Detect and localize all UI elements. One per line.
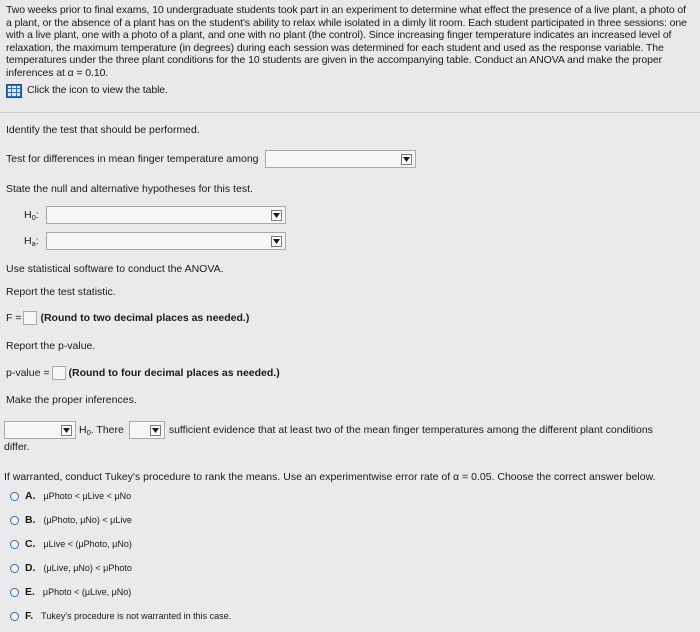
h0-colon: : — [35, 208, 39, 221]
dropdown-arrow-icon[interactable] — [271, 236, 282, 247]
f-hint: (Round to two decimal places as needed.) — [40, 312, 250, 324]
q6-prompt-row — [6, 394, 137, 406]
option-b[interactable] — [10, 514, 132, 526]
option-text: (μPhoto, μNo) < μLive — [43, 515, 132, 525]
ha-row — [24, 232, 286, 250]
inference-text: sufficient evidence that at least two of the mean finger temperatures among the different plant conditions — [168, 424, 653, 436]
option-text: μPhoto < (μLive, μNo) — [42, 587, 132, 597]
option-text: μLive < (μPhoto, μNo) — [43, 539, 132, 549]
q2-prompt: State the null and alternative hypotheses for this test. — [6, 183, 253, 195]
q7-prompt-row — [4, 471, 656, 483]
evidence-dropdown[interactable] — [129, 421, 165, 439]
q6-prompt: Make the proper inferences. — [6, 394, 137, 406]
q4-prompt: Report the test statistic. — [6, 286, 116, 298]
f-statistic-input[interactable] — [23, 311, 37, 325]
option-text: (μLive, μNo) < μPhoto — [43, 563, 132, 573]
dropdown-arrow-icon[interactable] — [401, 154, 412, 165]
option-letter: B. — [25, 514, 36, 526]
h0-row — [24, 206, 286, 224]
option-d[interactable] — [10, 562, 132, 574]
p-value-input[interactable] — [52, 366, 66, 380]
p-label: p-value = — [6, 367, 50, 379]
dropdown-arrow-icon[interactable] — [61, 425, 72, 436]
option-letter: D. — [25, 562, 36, 574]
inference-wrap: differ. — [4, 441, 30, 453]
h0-inference-label — [79, 424, 124, 437]
ha-sub: a — [31, 238, 36, 248]
radio-icon[interactable] — [10, 612, 19, 621]
option-text: μPhoto < μLive < μNo — [43, 491, 132, 501]
problem-statement — [0, 0, 700, 113]
ha-label — [24, 235, 42, 248]
view-table-label: Click the icon to view the table. — [27, 84, 168, 97]
q3-prompt: Use statistical software to conduct the ANOVA. — [6, 263, 224, 275]
inf-h: H — [79, 423, 87, 436]
radio-icon[interactable] — [10, 588, 19, 597]
radio-icon[interactable] — [10, 492, 19, 501]
test-type-dropdown[interactable] — [265, 150, 416, 168]
reject-decision-dropdown[interactable] — [4, 421, 76, 439]
p-value-row — [6, 366, 280, 380]
option-text: Tukey's procedure is not warranted in this case. — [41, 611, 232, 621]
f-stat-row — [6, 311, 249, 325]
radio-icon[interactable] — [10, 516, 19, 525]
option-e[interactable] — [10, 586, 131, 598]
radio-icon[interactable] — [10, 564, 19, 573]
h0-sub: 0 — [31, 212, 36, 222]
alternative-hypothesis-dropdown[interactable] — [46, 232, 286, 250]
inference-row — [4, 421, 653, 439]
q1-prompt: Identify the test that should be performed. — [6, 124, 200, 136]
q3-row — [6, 263, 224, 275]
inf-sub: 0 — [86, 427, 91, 437]
q7-prompt: If warranted, conduct Tukey's procedure to rank the means. Use an experimentwise error rate of α = 0.05. Choose the correct answer below. — [4, 471, 656, 483]
option-letter: A. — [25, 490, 36, 502]
q5-prompt: Report the p-value. — [6, 340, 96, 352]
option-letter: F. — [25, 610, 34, 622]
q1-label: Test for differences in mean finger temperature among — [6, 153, 259, 165]
h0-label — [24, 209, 42, 222]
option-letter: C. — [25, 538, 36, 550]
null-hypothesis-dropdown[interactable] — [46, 206, 286, 224]
q1-row — [6, 150, 416, 168]
table-icon[interactable] — [6, 84, 22, 98]
dropdown-arrow-icon[interactable] — [150, 425, 161, 436]
ha-colon: : — [35, 234, 39, 247]
problem-text: Two weeks prior to final exams, 10 undergraduate students took part in an experiment to determine what effect the presence of a live plant, a photo of a plant, or the absence of a plant has on the student's ability to relax while isolated in a dimly lit room. Each student participated in three sessions: one with a live plant, one with a photo of a plant, and one with no plant (the control). Since increasing finger temperature indicates an increased level of relaxation, the maximum temperature (in degrees) during each session was determined for each student and used as the response variable. The temperatures under the three plant conditions for the 10 students are given in the accompanying table. Conduct an ANOVA and make the proper inferences at α = 0.10. — [6, 4, 687, 79]
q5-prompt-row — [6, 340, 95, 352]
radio-icon[interactable] — [10, 540, 19, 549]
p-hint: (Round to four decimal places as needed.) — [68, 367, 280, 379]
option-letter: E. — [25, 586, 35, 598]
inf-there: . There — [90, 423, 124, 436]
q1-prompt-row — [6, 124, 200, 136]
q2-prompt-row — [6, 183, 253, 195]
ha-h: H — [24, 234, 32, 247]
inference-wrap-row — [4, 441, 30, 453]
h0-h: H — [24, 208, 32, 221]
view-table-link[interactable] — [6, 84, 694, 98]
q4-prompt-row — [6, 286, 116, 298]
option-c[interactable] — [10, 538, 132, 550]
dropdown-arrow-icon[interactable] — [271, 210, 282, 221]
f-label: F = — [6, 312, 22, 324]
option-a[interactable] — [10, 490, 131, 502]
option-f[interactable] — [10, 610, 231, 622]
